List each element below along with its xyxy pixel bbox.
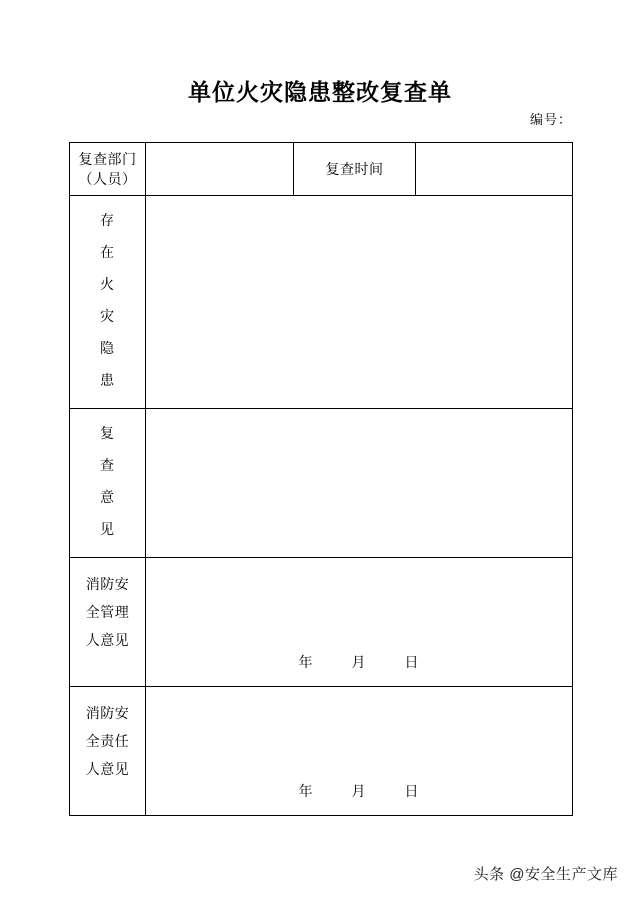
label-line: 全责任 — [85, 735, 130, 750]
table-row-hazards — [70, 196, 573, 409]
watermark-text: 头条 @安全生产文库 — [473, 866, 618, 883]
label-char: 在 — [100, 246, 115, 261]
label-char: 意 — [100, 491, 115, 506]
label-char: 灾 — [100, 310, 115, 325]
field-existing-fire-hazards[interactable] — [146, 196, 573, 409]
field-review-opinion[interactable] — [146, 409, 573, 558]
label-char: 存 — [100, 214, 115, 229]
date-line-manager — [146, 652, 572, 672]
label-review-opinion — [70, 409, 146, 558]
table-row-header — [70, 143, 573, 196]
field-review-time[interactable] — [416, 143, 573, 196]
date-month-label: 月 — [351, 785, 367, 800]
field-review-department[interactable] — [146, 143, 294, 196]
document-number-label: 编号： — [529, 112, 572, 127]
label-char: 隐 — [100, 342, 115, 357]
inspection-form-table — [69, 142, 573, 816]
table-row-manager-opinion — [70, 558, 573, 687]
date-day-label: 日 — [404, 785, 420, 800]
label-line: 消防安 — [85, 578, 130, 593]
label-char: 火 — [100, 278, 115, 293]
date-month-label: 月 — [351, 656, 367, 671]
label-review-time: 复查时间 — [294, 143, 416, 196]
label-char: 查 — [100, 459, 115, 474]
date-line-responsible-person — [146, 781, 572, 801]
label-char: 见 — [100, 523, 115, 538]
field-fire-safety-manager-opinion[interactable] — [146, 558, 573, 687]
date-day-label: 日 — [404, 656, 420, 671]
label-fire-safety-manager-opinion — [70, 558, 146, 687]
date-year-label: 年 — [298, 656, 314, 671]
label-line: 全管理 — [85, 606, 130, 621]
label-char: 患 — [100, 374, 115, 389]
label-line: 消防安 — [85, 707, 130, 722]
label-fire-safety-responsible-person-opinion — [70, 687, 146, 816]
label-review-department: 复查部门（人员） — [70, 143, 146, 196]
date-year-label: 年 — [298, 785, 314, 800]
label-existing-fire-hazards — [70, 196, 146, 409]
label-line: 人意见 — [85, 763, 130, 778]
label-line: 人意见 — [85, 634, 130, 649]
table-row-responsible-person-opinion — [70, 687, 573, 816]
label-char: 复 — [100, 427, 115, 442]
page-title: 单位火灾隐患整改复查单 — [188, 80, 452, 105]
field-fire-safety-responsible-person-opinion[interactable] — [146, 687, 573, 816]
table-row-review-opinion — [70, 409, 573, 558]
